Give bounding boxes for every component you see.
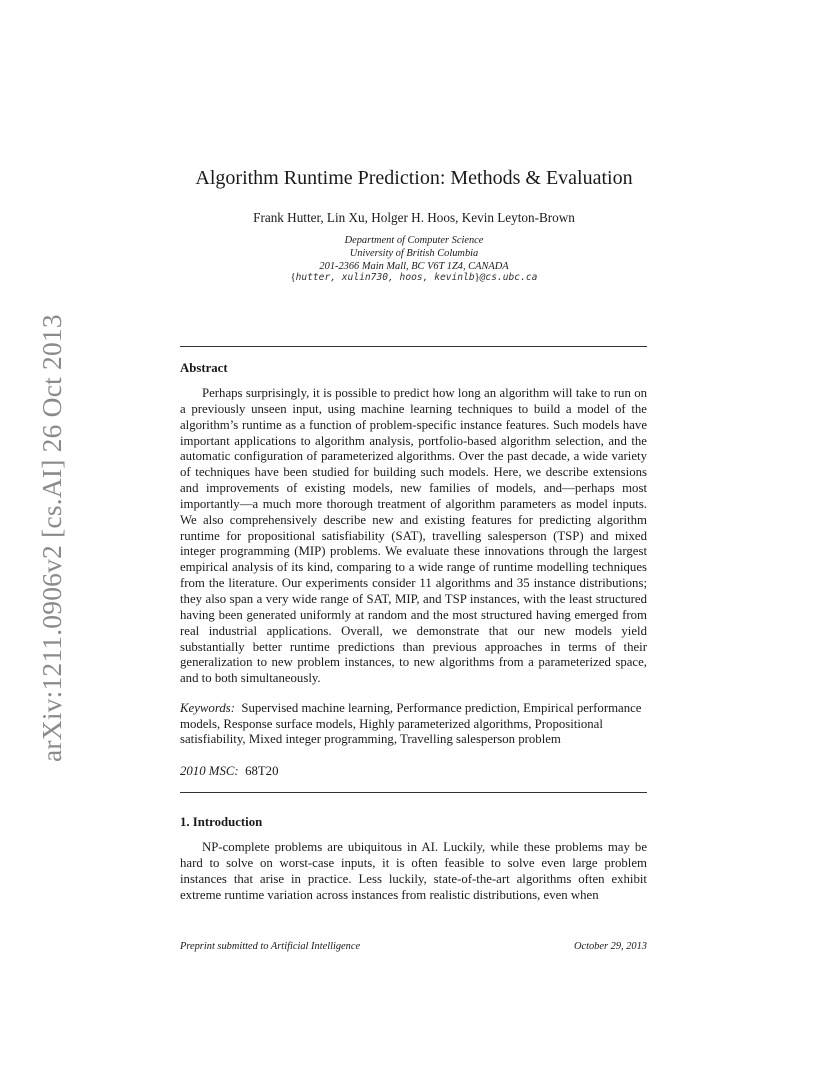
arxiv-identifier: arXiv:1211.0906v2 [cs.AI] 26 Oct 2013 — [36, 314, 67, 762]
top-horizontal-rule — [180, 346, 647, 347]
abstract-text: Perhaps surprisingly, it is possible to predict how long an algorithm will take to run on a previously unseen input, using machine learning techniques to build a model of the algorithm’s runtime as a function of problem-specific instance features. Such models have important applications to algorithm analysis, portfolio-based algorithm selection, and the automatic configuration of parameterized algorithms. Over the past decade, a wide variety of techniques have been studied for building such models. Here, we describe extensions and improvements of existing models, new families of models, and—perhaps most importantly—a much more thorough treatment of algorithm parameters as model inputs. We also comprehensively describe new and existing features for predicting algorithm runtime for propositional satisfiability (SAT), travelling salesperson (TSP) and mixed integer programming (MIP) problems. We evaluate these innovations through the largest empirical analysis of its kind, comparing to a wide range of runtime modelling techniques from the literature. Our experiments consider 11 algorithms and 35 instance distributions; they also span a very wide range of SAT, MIP, and TSP instances, with the least structured having been generated uniformly at random and the most structured having emerged from real industrial applications. Overall, we demonstrate that our new models yield substantially better runtime predictions than previous approaches in terms of their generalization to new problem instances, to new algorithms from a parameterized space, and to both simultaneously. — [180, 386, 647, 686]
footer-date: October 29, 2013 — [573, 941, 647, 952]
introduction-text: NP-complete problems are ubiquitous in AI. Luckily, while these problems may be hard to solve on worst-case inputs, it is often feasible to solve even large problem instances that arise in practice. Less luckily, state-of-the-art algorithms often exhibit extreme runtime variation across instances from realistic distributions, even when — [180, 840, 647, 902]
affiliation-address: 201-2366 Main Mall, BC V6T 1Z4, CANADA — [319, 260, 509, 272]
footer-submission-note: Preprint submitted to Artificial Intelligence — [180, 941, 361, 952]
paper-title: Algorithm Runtime Prediction: Methods & Evaluation — [195, 167, 633, 189]
bottom-horizontal-rule — [180, 792, 647, 793]
msc-value: 68T20 — [245, 764, 279, 778]
author-emails — [180, 272, 648, 284]
keywords-text: Supervised machine learning, Performance prediction, Empirical performance models, Response surface models, Highly parameterized algorithms, Propositional satisfiability, Mixed integer programming, Travelling salesperson problem — [180, 701, 642, 747]
abstract-heading: Abstract — [180, 361, 228, 375]
affiliation-department: Department of Computer Science — [344, 235, 484, 246]
introduction-heading: 1. Introduction — [180, 815, 263, 829]
keywords-label: Keywords: — [180, 701, 235, 715]
affiliation-university: University of British Columbia — [349, 247, 479, 259]
email-domain: @cs.ubc.ca — [479, 272, 538, 283]
affiliation-block — [180, 235, 648, 273]
email-usernames: hutter, xulin730, hoos, kevinlb — [295, 272, 475, 283]
keywords-block — [180, 701, 647, 748]
email-open-brace: { — [290, 272, 296, 283]
msc-block — [180, 764, 278, 780]
email-close-brace: } — [474, 272, 480, 283]
msc-label: 2010 MSC: — [180, 764, 239, 778]
author-list: Frank Hutter, Lin Xu, Holger H. Hoos, Kevin Leyton-Brown — [253, 210, 575, 225]
